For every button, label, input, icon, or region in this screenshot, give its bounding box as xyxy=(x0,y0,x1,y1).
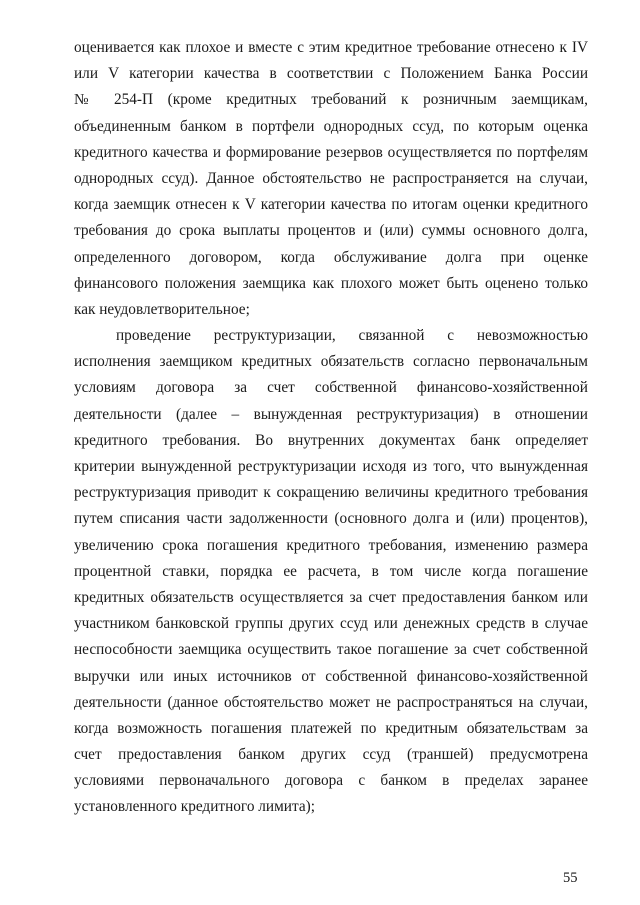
text-line: проведение реструктуризации, связанной с невозможностью xyxy=(116,327,588,345)
page-number: 55 xyxy=(563,870,578,886)
text-line: участником банковской группы других ссуд или денежных средств в случае xyxy=(74,615,588,633)
text-line: счет предоставления банком других ссуд (траншей) предусмотрена xyxy=(74,746,588,764)
text-line: однородных ссуд). Данное обстоятельство не распространяется на случаи, xyxy=(74,169,588,187)
text-line: реструктуризация приводит к сокращению величины кредитного требования xyxy=(74,484,588,502)
text-line: критерии вынужденной реструктуризации исходя из того, что вынужденная xyxy=(74,458,588,475)
text-line: деятельности (данное обстоятельство может не распространяться на случаи, xyxy=(74,693,588,711)
text-line: оценивается как плохое и вместе с этим кредитное требование отнесено к IV xyxy=(74,39,588,56)
text-line: когда возможность погашения платежей по кредитным обязательствам за xyxy=(74,719,588,737)
text-line: условиям договора за счет собственной финансово-хозяйственной xyxy=(74,379,588,397)
text-line: кредитного качества и формирование резервов осуществляется по портфелям xyxy=(74,143,588,161)
text-line: установленного кредитного лимита); xyxy=(74,798,315,816)
text-line: № 254-П (кроме кредитных требований к розничным заемщикам, xyxy=(74,91,588,109)
text-line: неспособности заемщика осуществить такое погашение за счет собственной xyxy=(74,641,588,659)
paragraph-1 xyxy=(74,35,588,323)
text-line: увеличению срока погашения кредитного требования, изменению размера xyxy=(74,536,588,554)
text-line: процентной ставки, порядка ее расчета, в том числе когда погашение xyxy=(74,562,588,580)
text-line: как неудовлетворительное; xyxy=(74,300,250,318)
text-line: выручки или иных источников от собственной финансово-хозяйственной xyxy=(74,667,588,685)
text-line: или V категории качества в соответствии с Положением Банка России xyxy=(74,65,588,83)
paragraph-2 xyxy=(74,323,588,821)
text-line: объединенным банком в портфели однородных ссуд, по которым оценка xyxy=(74,117,588,135)
text-line: путем списания части задолженности (основного долга и (или) процентов), xyxy=(74,510,588,528)
text-line: когда заемщик отнесен к V категории качества по итогам оценки кредитного xyxy=(74,196,588,214)
text-line: кредитных обязательств осуществляется за счет предоставления банком или xyxy=(74,588,588,606)
text-line: определенного договором, когда обслуживание долга при оценке xyxy=(74,248,588,266)
text-line: финансового положения заемщика как плохого может быть оценено только xyxy=(74,274,588,292)
text-line: исполнения заемщиком кредитных обязательств согласно первоначальным xyxy=(74,353,588,371)
text-line: условиями первоначального договора с банком в пределах заранее xyxy=(74,772,588,790)
text-line: требования до срока выплаты процентов и (или) суммы основного долга, xyxy=(74,222,588,240)
text-line: деятельности (далее – вынужденная реструктуризация) в отношении xyxy=(74,405,588,423)
text-line: кредитного требования. Во внутренних документах банк определяет xyxy=(74,431,588,449)
body-text xyxy=(74,35,588,821)
